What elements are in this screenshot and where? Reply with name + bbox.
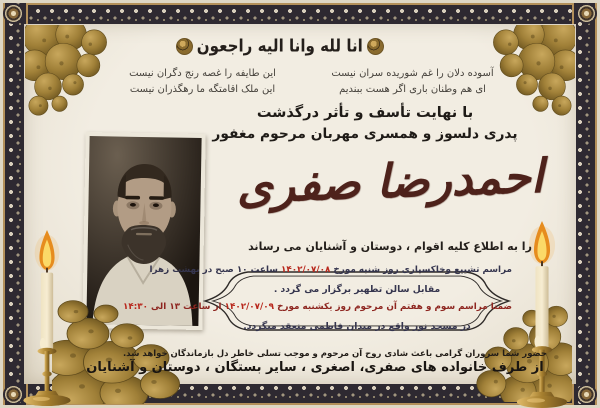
poem-line: این ملک اقامتگه ما رهگذران نیست [129,84,276,95]
ceremony-line-2: مقابل سالن تطهیر برگزار می گردد . [273,284,441,295]
bismillah-calligraphy: انا لله وانا الیه راجعون [196,37,364,56]
condolence-subtitle: پدری دلسوز و همسری مهربان مرحوم مغفور [212,126,518,142]
poem-line: ای هم وطنان باری اگر هست ببندیم [339,84,486,95]
corner-rosette-icon [576,3,597,24]
ceremony-line-1 [149,265,512,275]
poem-column-left [100,66,305,98]
memorial-time: ۱۴:۳۰ [122,302,148,312]
burial-date: ۱۴۰۲/۰۷/۰۸ [280,265,331,275]
ceremony-line-3 [122,302,512,312]
family-signature: از طرف خانواده های صفری، اصغری ، سایر بستگان ، دوستان و آشنایان [86,360,544,375]
memorial-date: ۱۴۰۲/۰۷/۰۹ [224,302,274,312]
closing-note: حضور شما سروران گرامی باعث شادی روح آن مرحوم و موجب تسلی خاطر دل بازماندگان خواهد شد. [122,349,548,359]
poem-column-right [315,66,510,98]
poem-line: آسوده دلان را غم شوریده سران نیست [331,68,494,79]
bismillah-row [190,38,370,55]
ceremony-box [122,257,512,345]
ceremony-line-1-tail: ساعت ۱۰ صبح در بهشت زهرا [149,265,281,275]
corner-rosette-icon [576,384,597,405]
condolence-heading: با نهایت تأسف و تأثر درگذشت [256,105,474,121]
ceremony-line-4: در مسجد نور واقع در میدان فاطمی منعقد میگردد. [243,321,471,332]
deceased-name: احمدرضا صفری [235,148,545,214]
ceremony-line-1-text: مراسم تشییع وخاکسپاری روز شنبه مورخ [330,265,512,275]
candle-left-icon [17,230,77,406]
gold-medallion-icon [176,38,193,55]
corner-rosette-icon [3,3,24,24]
ceremony-line-3-text: ضمنا مراسم سوم و هفتم آن مرحوم روز یکشنبه مورخ [274,302,512,312]
gold-medallion-icon [367,38,384,55]
notify-line: را به اطلاع کلیه اقوام ، دوستان و آشنایان می رساند [248,240,532,253]
ceremony-line-3-mid: از ساعت ۱۳ الی [147,302,225,312]
poem-line: این طایفه را غصه رنج دگران نیست [129,68,276,79]
